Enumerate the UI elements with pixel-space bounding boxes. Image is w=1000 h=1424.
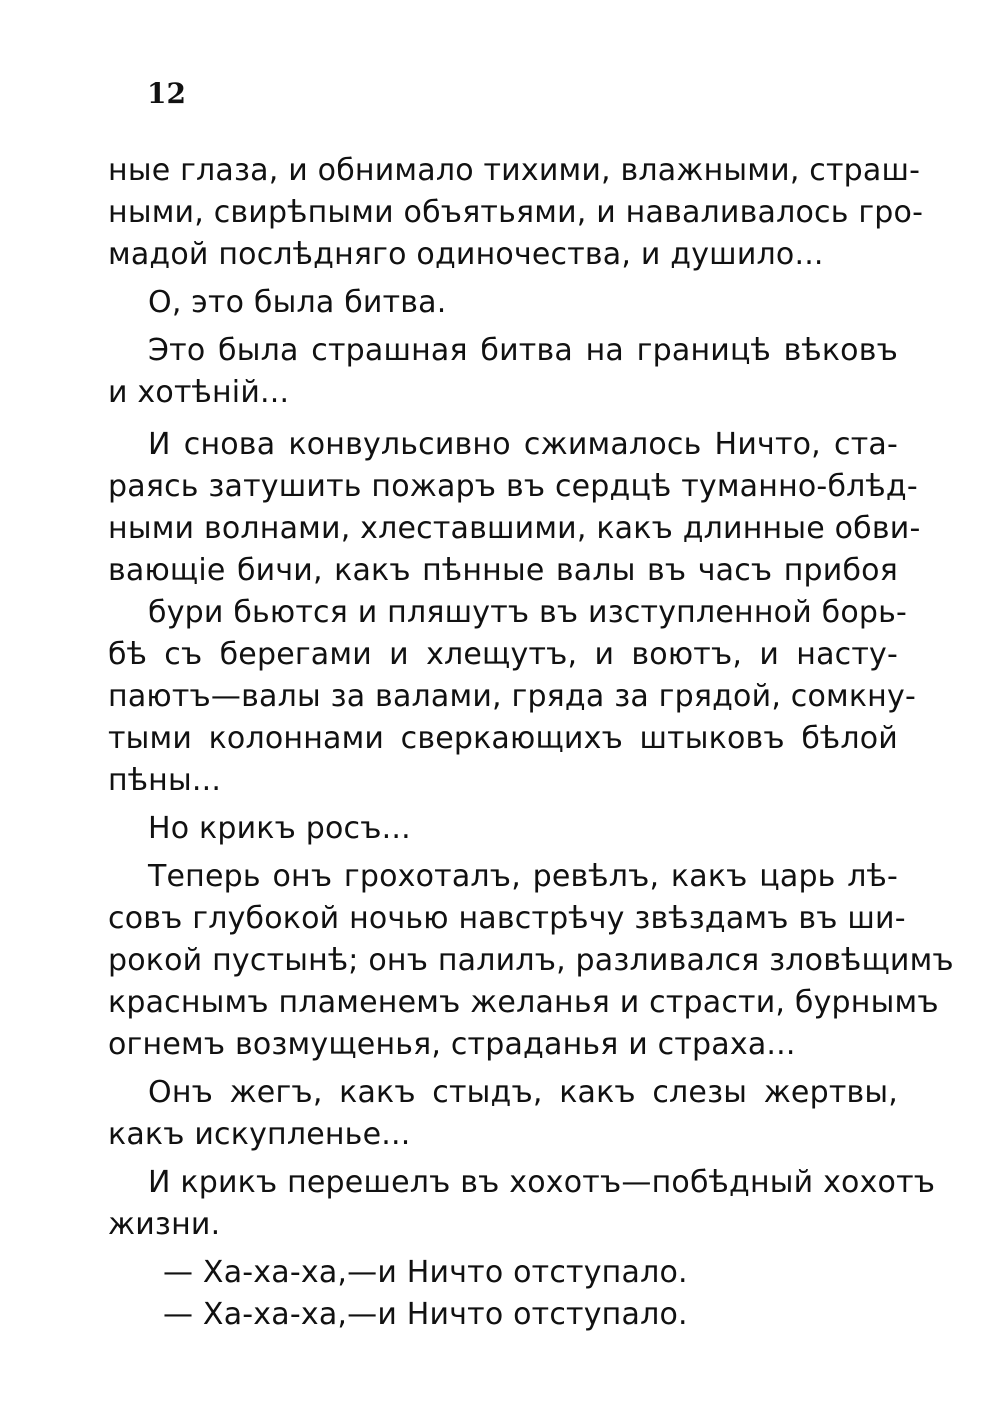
text-line: бури бьются и пляшутъ въ изступленной борь-: [148, 595, 908, 630]
paragraph-line: И снова конвульсивно сжималось Ничто, ста-: [148, 427, 898, 462]
text-line: жизни.: [108, 1207, 221, 1242]
text-line: огнемъ возмущенья, страданья и страха...: [108, 1027, 796, 1062]
paragraph-line: Теперь онъ грохоталъ, ревѣлъ, какъ царь лѣ-: [148, 859, 898, 894]
text-line: и хотѣній...: [108, 375, 290, 410]
text-line: ными волнами, хлеставшими, какъ длинные обви-: [108, 511, 921, 546]
text-line: совъ глубокой ночью навстрѣчу звѣздамъ въ ши-: [108, 901, 906, 936]
text-line: вающіе бичи, какъ пѣнные валы въ часъ прибоя: [108, 553, 898, 588]
text-line: раясь затушить пожаръ въ сердцѣ туманно-блѣд-: [108, 469, 918, 504]
text-line: рокой пустынѣ; онъ палилъ, разливался зловѣщимъ: [108, 943, 954, 978]
dialogue-line: — Ха-ха-ха,—и Ничто отступало.: [163, 1297, 688, 1332]
text-line: мадой послѣдняго одиночества, и душило...: [108, 237, 824, 272]
text-line: тыми колоннами сверкающихъ штыковъ бѣлой: [108, 721, 898, 756]
text-line: пѣны...: [108, 763, 222, 798]
text-line: ными, свирѣпыми объятьями, и наваливалось гро-: [108, 195, 924, 230]
text-line: бѣ съ берегами и хлещутъ, и воютъ, и насту-: [108, 637, 898, 672]
text-line: ные глаза, и обнимало тихими, влажными, страш-: [108, 153, 921, 188]
paragraph-line: Это была страшная битва на границѣ вѣковъ: [148, 333, 898, 368]
text-line: краснымъ пламенемъ желанья и страсти, бурнымъ: [108, 985, 939, 1020]
page-number: 12: [147, 77, 186, 110]
text-line: какъ искупленье...: [108, 1117, 411, 1152]
paragraph-line: И крикъ перешелъ въ хохотъ—побѣдный хохотъ: [148, 1165, 936, 1200]
dialogue-line: — Ха-ха-ха,—и Ничто отступало.: [163, 1255, 688, 1290]
paragraph-line: О, это была битва.: [148, 285, 447, 320]
paragraph-line: Но крикъ росъ...: [148, 811, 411, 846]
paragraph-line: Онъ жегъ, какъ стыдъ, какъ слезы жертвы,: [148, 1075, 898, 1110]
text-line: паютъ—валы за валами, гряда за грядой, сомкну-: [108, 679, 916, 714]
page-text: [108, 150, 954, 1336]
